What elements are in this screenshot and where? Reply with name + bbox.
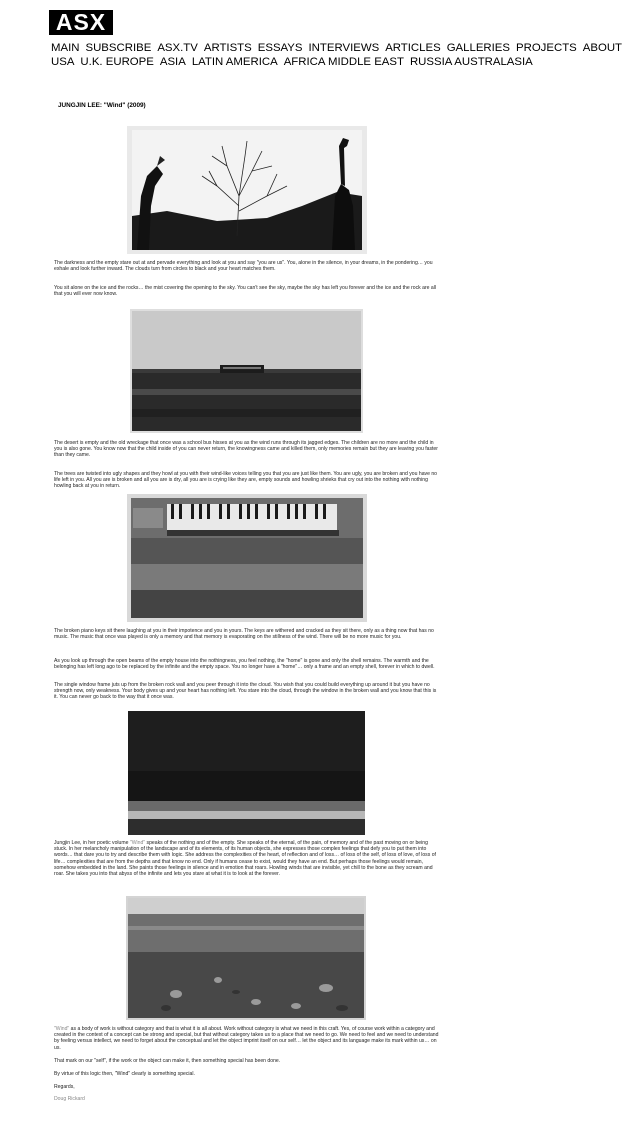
nav-essays[interactable]: ESSAYS — [257, 42, 303, 54]
nav-asx-tv[interactable]: ASX.TV — [157, 42, 198, 54]
photo-piano-keys — [127, 494, 367, 622]
nav-africa-middle-east[interactable]: AFRICA MIDDLE EAST — [283, 56, 404, 68]
nav-galleries[interactable]: GALLERIES — [446, 42, 510, 54]
regards-text: Regards, — [54, 1084, 75, 1090]
nav-russia-australasia[interactable]: RUSSIA AUSTRALASIA — [409, 56, 533, 68]
paragraph-8 — [54, 840, 440, 877]
wind-link-2[interactable]: "Wind" — [54, 1026, 70, 1032]
paragraph-8-start: Jungjin Lee, in her poetic volume — [54, 840, 130, 846]
nav-about[interactable]: ABOUT — [582, 42, 622, 54]
paragraph-9-rest: as a body of work is without category and that is what it is all about. Work without category is what we need in this craft. Yes, of course work within a category and created in the context of a concept can be strong and special, but that without category takes us to a place that we need to go. We need to feel and we need to understand by feeling versus intellect, we need to forget about the conceptual and let the object imprint itself on our self… let the object and its language make its mark within us… on us. — [54, 1026, 439, 1051]
region-nav — [51, 55, 581, 69]
paragraph-1: The darkness and the empty stare out at and pervade everything and look at you and say "you are us". You, alone in the silence, in your dreams, in the pondering… you exhale and look further inward. The clouds turn from circles to black and your heart matches them. — [54, 260, 433, 273]
article-title: JUNGJIN LEE: "Wind" (2009) — [58, 102, 146, 109]
paragraph-3: The desert is empty and the old wreckage that once was a school bus hisses at you as the wind runs through its jagged edges. The children are no more and the child in you is also gone. You know now that the child inside of you can never return, the knowingness came and killed them, only memories remain but they are leaving you faster than they came. — [54, 440, 438, 459]
paragraph-6: As you look up through the open beams of the empty house into the nothingness, you feel nothing, the "home" is gone and only the shell remains. The warmth and the belonging has left long ago to be replaced by the infinite and the empty space. You no longer have a "home"… only a frame and an empty shell, forever in which to dwell. — [54, 658, 435, 671]
photo-birds-tree — [127, 126, 367, 254]
photo-rocky-shore — [126, 896, 366, 1020]
paragraph-4: The trees are twisted into ugly shapes and they howl at you with their wind-like voices telling you that you are just like them. You are ugly, you are broken and you have no life left in you. All you are is broken and all you are is dry, all you are is crying like they are, empty sounds and howling shrieks that cry out into the nothing with nothing howling back at you in return. — [54, 471, 438, 490]
nav-interviews[interactable]: INTERVIEWS — [308, 42, 380, 54]
paragraph-10: That mark on our "self", if the work or the object can make it, then something special has been done. — [54, 1058, 281, 1064]
nav-main[interactable]: MAIN — [51, 42, 80, 54]
signature-link[interactable]: Doug Rickard — [54, 1096, 85, 1102]
photo-desert-bus — [130, 309, 363, 433]
nav-articles[interactable]: ARTICLES — [385, 42, 441, 54]
paragraph-9 — [54, 1026, 440, 1051]
paragraph-11: By virtue of this logic then, "Wind" clearly is something special. — [54, 1071, 195, 1077]
nav-uk-europe[interactable]: U.K. EUROPE — [80, 56, 154, 68]
wind-link[interactable]: "Wind" — [129, 840, 146, 846]
logo-text: ASX — [55, 9, 107, 35]
nav-projects[interactable]: PROJECTS — [516, 42, 577, 54]
nav-artists[interactable]: ARTISTS — [203, 42, 252, 54]
main-nav — [51, 41, 622, 55]
nav-latin-america[interactable]: LATIN AMERICA — [191, 56, 278, 68]
paragraph-5: The broken piano keys sit there laughing at you in their impotence and you in yours. The keys are withered and cracked as they sit there, only as a thing now that has no music. The music that once was played is only a memory and that memory is evaporating on the stillness of the wind. There will be no more music for you. — [54, 628, 434, 641]
paragraph-8-rest: speaks of the nothing and of the empty. She speaks of the eternal, of the pain, of memory and of the past moving on or being stuck. In her melancholy manipulation of the landscape and of its elements, of its human objects, she expresses those complex feelings that defy you to put them into words… that dare you to try and describe them with logic. She address the complexities of the heart, of reflection and of loss… of loss of the self, of loss of love, of loss of life… complexities that are from the depths and that know no end. Only if humans cease to exist, would they have an end. But perhaps those feelings would remain, somehow embedded in the land. She paints those feelings in silence and in emotion that roars. Howling winds that are invisible, yet chill to the bone as they scream and roar. She takes you into that abyss of the infinite and lets you stare at what it is to look at the forever. — [54, 840, 436, 878]
nav-subscribe[interactable]: SUBSCRIBE — [85, 42, 152, 54]
asx-logo[interactable] — [49, 10, 113, 35]
paragraph-2: You sit alone on the ice and the rocks… the mist covering the opening to the sky. You can't see the sky, maybe the sky has left you forever and the ice and the rock are all that you will ever now know. — [54, 285, 436, 298]
nav-usa[interactable]: USA — [51, 56, 75, 68]
photo-dark-cloud — [128, 711, 365, 835]
nav-asia[interactable]: ASIA — [159, 56, 186, 68]
paragraph-7: The single window frame juts up from the broken rock wall and you peer through it into the cloud. You wish that you could build everything up around it but you have no strength now, only weakness. Your body gives up and your heart has nothing left. You stare into the cloud, through the window in the broken wall and you know that this is it. You can never go back to the way that it once was. — [54, 682, 437, 701]
